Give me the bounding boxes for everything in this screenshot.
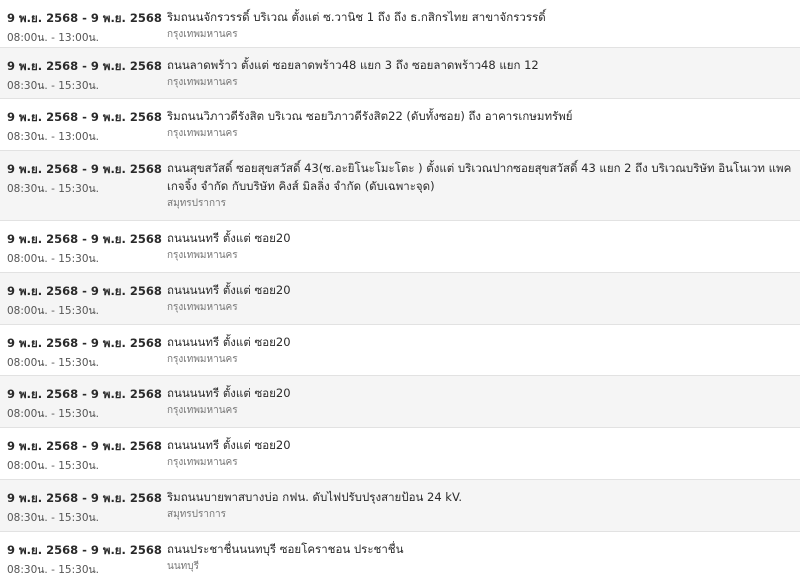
outage-row bbox=[0, 325, 800, 376]
outage-time: 08:00น. - 15:30น. bbox=[7, 305, 100, 317]
outage-location: ถนนนนทรี ตั้งแต่ ซอย20 bbox=[167, 386, 291, 400]
outage-province: สมุทรปราการ bbox=[167, 509, 227, 520]
outage-time: 08:30น. - 15:30น. bbox=[7, 512, 100, 524]
outage-row bbox=[0, 428, 800, 480]
outage-date: 9 พ.ย. 2568 - 9 พ.ย. 2568 bbox=[7, 162, 162, 176]
outage-province: กรุงเทพมหานคร bbox=[167, 128, 238, 139]
outage-time: 08:00น. - 15:30น. bbox=[7, 460, 100, 472]
outage-location: ถนนนนทรี ตั้งแต่ ซอย20 bbox=[167, 283, 291, 297]
outage-location: ริมถนนจักรวรรดิ์ บริเวณ ตั้งแต่ ซ.วานิช 1 ถึง ถึง ธ.กสิกรไทย สาขาจักรวรรดิ์ bbox=[167, 10, 546, 24]
outage-province: กรุงเทพมหานคร bbox=[167, 302, 238, 313]
outage-province: กรุงเทพมหานคร bbox=[167, 77, 238, 88]
outage-time: 08:30น. - 15:30น. bbox=[7, 80, 100, 92]
outage-date: 9 พ.ย. 2568 - 9 พ.ย. 2568 bbox=[7, 387, 162, 401]
outage-date: 9 พ.ย. 2568 - 9 พ.ย. 2568 bbox=[7, 439, 162, 453]
outage-detail bbox=[167, 540, 792, 575]
outage-time: 08:00น. - 13:00น. bbox=[7, 32, 100, 44]
outage-row bbox=[0, 48, 800, 99]
outage-detail bbox=[167, 488, 792, 523]
outage-time: 08:30น. - 15:30น. bbox=[7, 183, 100, 195]
outage-row bbox=[0, 99, 800, 151]
outage-detail bbox=[167, 56, 792, 91]
outage-date: 9 พ.ย. 2568 - 9 พ.ย. 2568 bbox=[7, 543, 162, 557]
outage-row bbox=[0, 532, 800, 583]
outage-province: สมุทรปราการ bbox=[167, 198, 227, 209]
outage-date: 9 พ.ย. 2568 - 9 พ.ย. 2568 bbox=[7, 336, 162, 350]
outage-location: ถนนประชาชื่นนนทบุรี ซอยโคราชอน ประชาชื่น bbox=[167, 542, 404, 556]
outage-row bbox=[0, 376, 800, 428]
outage-location: ริมถนนบายพาสบางบ่อ กฟน. ดับไฟปรับปรุงสายป้อน 24 kV. bbox=[167, 490, 462, 504]
outage-location: ถนนนนทรี ตั้งแต่ ซอย20 bbox=[167, 335, 291, 349]
outage-province: กรุงเทพมหานคร bbox=[167, 29, 238, 40]
outage-location: ถนนนนทรี ตั้งแต่ ซอย20 bbox=[167, 438, 291, 452]
outage-province: กรุงเทพมหานคร bbox=[167, 405, 238, 416]
outage-detail bbox=[167, 8, 792, 43]
outage-date: 9 พ.ย. 2568 - 9 พ.ย. 2568 bbox=[7, 491, 162, 505]
outage-location: ถนนลาดพร้าว ตั้งแต่ ซอยลาดพร้าว48 แยก 3 ถึง ซอยลาดพร้าว48 แยก 12 bbox=[167, 58, 539, 72]
outage-row bbox=[0, 151, 800, 221]
outage-date: 9 พ.ย. 2568 - 9 พ.ย. 2568 bbox=[7, 284, 162, 298]
outage-province: กรุงเทพมหานคร bbox=[167, 250, 238, 261]
outage-time: 08:00น. - 15:30น. bbox=[7, 253, 100, 265]
outage-time: 08:30น. - 15:30น. bbox=[7, 564, 100, 576]
outage-row bbox=[0, 221, 800, 273]
outage-date: 9 พ.ย. 2568 - 9 พ.ย. 2568 bbox=[7, 110, 162, 124]
outage-date: 9 พ.ย. 2568 - 9 พ.ย. 2568 bbox=[7, 59, 162, 73]
outage-time: 08:00น. - 15:30น. bbox=[7, 408, 100, 420]
outage-detail bbox=[167, 281, 792, 316]
outage-detail bbox=[167, 229, 792, 264]
outage-detail bbox=[167, 436, 792, 471]
outage-province: กรุงเทพมหานคร bbox=[167, 354, 238, 365]
outage-detail bbox=[167, 159, 792, 212]
outage-date: 9 พ.ย. 2568 - 9 พ.ย. 2568 bbox=[7, 232, 162, 246]
outage-province: กรุงเทพมหานคร bbox=[167, 457, 238, 468]
outage-province: นนทบุรี bbox=[167, 561, 199, 572]
outage-row bbox=[0, 480, 800, 532]
outage-row bbox=[0, 0, 800, 48]
outage-detail bbox=[167, 107, 792, 142]
outage-detail bbox=[167, 333, 792, 368]
outage-row bbox=[0, 273, 800, 325]
outage-detail bbox=[167, 384, 792, 419]
outage-time: 08:30น. - 13:00น. bbox=[7, 131, 100, 143]
outage-location: ถนนสุขสวัสดิ์ ซอยสุขสวัสดิ์ 43(ซ.อะยิโนะโมะโตะ ) ตั้งแต่ บริเวณปากซอยสุขสวัสดิ์ 43 แยก 2 ถึง บริเวณบริษัท อินโนเวท แพคเกจจิ้ง จำกัด กับบริษัท คิงส์ มิลลิ่ง จำกัด (ดับเฉพาะจุด) bbox=[167, 161, 792, 193]
outage-location: ริมถนนวิภาวดีรังสิต บริเวณ ซอยวิภาวดีรังสิต22 (ดับทั้งซอย) ถึง อาคารเกษมทรัพย์ bbox=[167, 109, 573, 123]
outage-location: ถนนนนทรี ตั้งแต่ ซอย20 bbox=[167, 231, 291, 245]
outage-date: 9 พ.ย. 2568 - 9 พ.ย. 2568 bbox=[7, 11, 162, 25]
outage-time: 08:00น. - 15:30น. bbox=[7, 357, 100, 369]
